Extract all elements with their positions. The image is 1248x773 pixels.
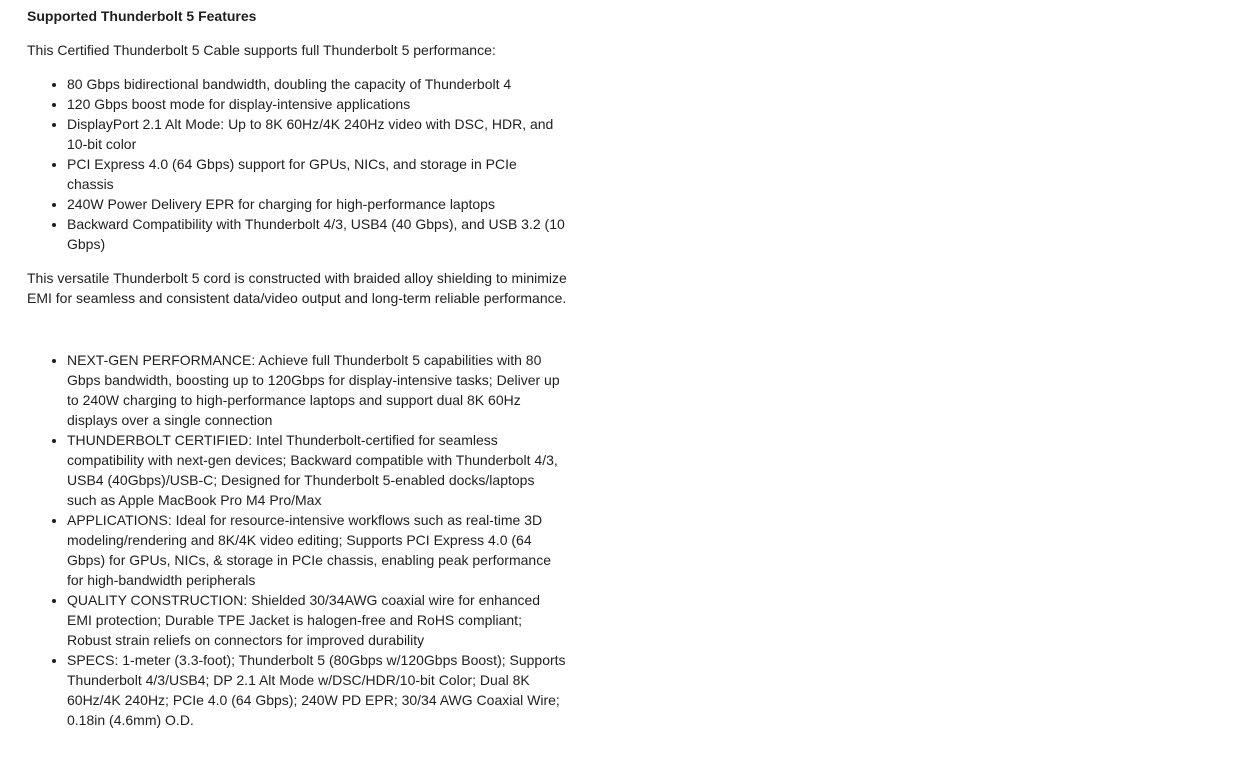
section-spacer (27, 322, 567, 350)
bullet-item: • THUNDERBOLT CERTIFIED: Intel Thunderbolt-certified for seamless compatibility with next-gen devices; Backward compatible with Thunderbolt 4/3, USB4 (40Gbps)/USB-C; Designed for Thunderbolt 5-enabled docks/laptops such as Apple MacBook Pro M4 Pro/Max (67, 430, 567, 510)
feature-item: • DisplayPort 2.1 Alt Mode: Up to 8K 60Hz/4K 240Hz video with DSC, HDR, and 10-bit color (67, 114, 567, 154)
bullet-item: • SPECS: 1-meter (3.3-foot); Thunderbolt 5 (80Gbps w/120Gbps Boost); Supports Thunderbolt 4/3/USB4; DP 2.1 Alt Mode w/DSC/HDR/10-bit Color; Dual 8K 60Hz/4K 240Hz; PCIe 4.0 (64 Gbps); 240W PD EPR; 30/34 AWG Coaxial Wire; 0.18in (4.6mm) O.D. (67, 650, 567, 730)
intro-text: This Certified Thunderbolt 5 Cable supports full Thunderbolt 5 performance: (27, 42, 496, 58)
product-bullets (27, 350, 567, 730)
feature-item: • 120 Gbps boost mode for display-intensive applications (67, 94, 567, 114)
feature-item: • Backward Compatibility with Thunderbolt 4/3, USB4 (40 Gbps), and USB 3.2 (10 Gbps) (67, 214, 567, 254)
bullet-item: • APPLICATIONS: Ideal for resource-intensive workflows such as real-time 3D modeling/rendering and 8K/4K video editing; Supports PCI Express 4.0 (64 Gbps) for GPUs, NICs, & storage in PCIe chassis, enabling peak performance for high-bandwidth peripherals (67, 510, 567, 590)
features-list (27, 74, 567, 254)
section-heading: Supported Thunderbolt 5 Features (27, 8, 257, 24)
bullet-item: • NEXT-GEN PERFORMANCE: Achieve full Thunderbolt 5 capabilities with 80 Gbps bandwidth, boosting up to 120Gbps for display-intensive tasks; Deliver up to 240W charging to high-performance laptops and support dual 8K 60Hz displays over a single connection (67, 350, 567, 430)
feature-item: • PCI Express 4.0 (64 Gbps) support for GPUs, NICs, and storage in PCIe chassis (67, 154, 567, 194)
product-description (27, 6, 567, 744)
bullet-item: • QUALITY CONSTRUCTION: Shielded 30/34AWG coaxial wire for enhanced EMI protection; Durable TPE Jacket is halogen-free and RoHS compliant; Robust strain reliefs on connectors for improved durability (67, 590, 567, 650)
feature-item: • 80 Gbps bidirectional bandwidth, doubling the capacity of Thunderbolt 4 (67, 74, 567, 94)
description-text: This versatile Thunderbolt 5 cord is constructed with braided alloy shielding to minimize EMI for seamless and consistent data/video output and long-term reliable performance. (27, 270, 567, 306)
feature-item: • 240W Power Delivery EPR for charging for high-performance laptops (67, 194, 567, 214)
